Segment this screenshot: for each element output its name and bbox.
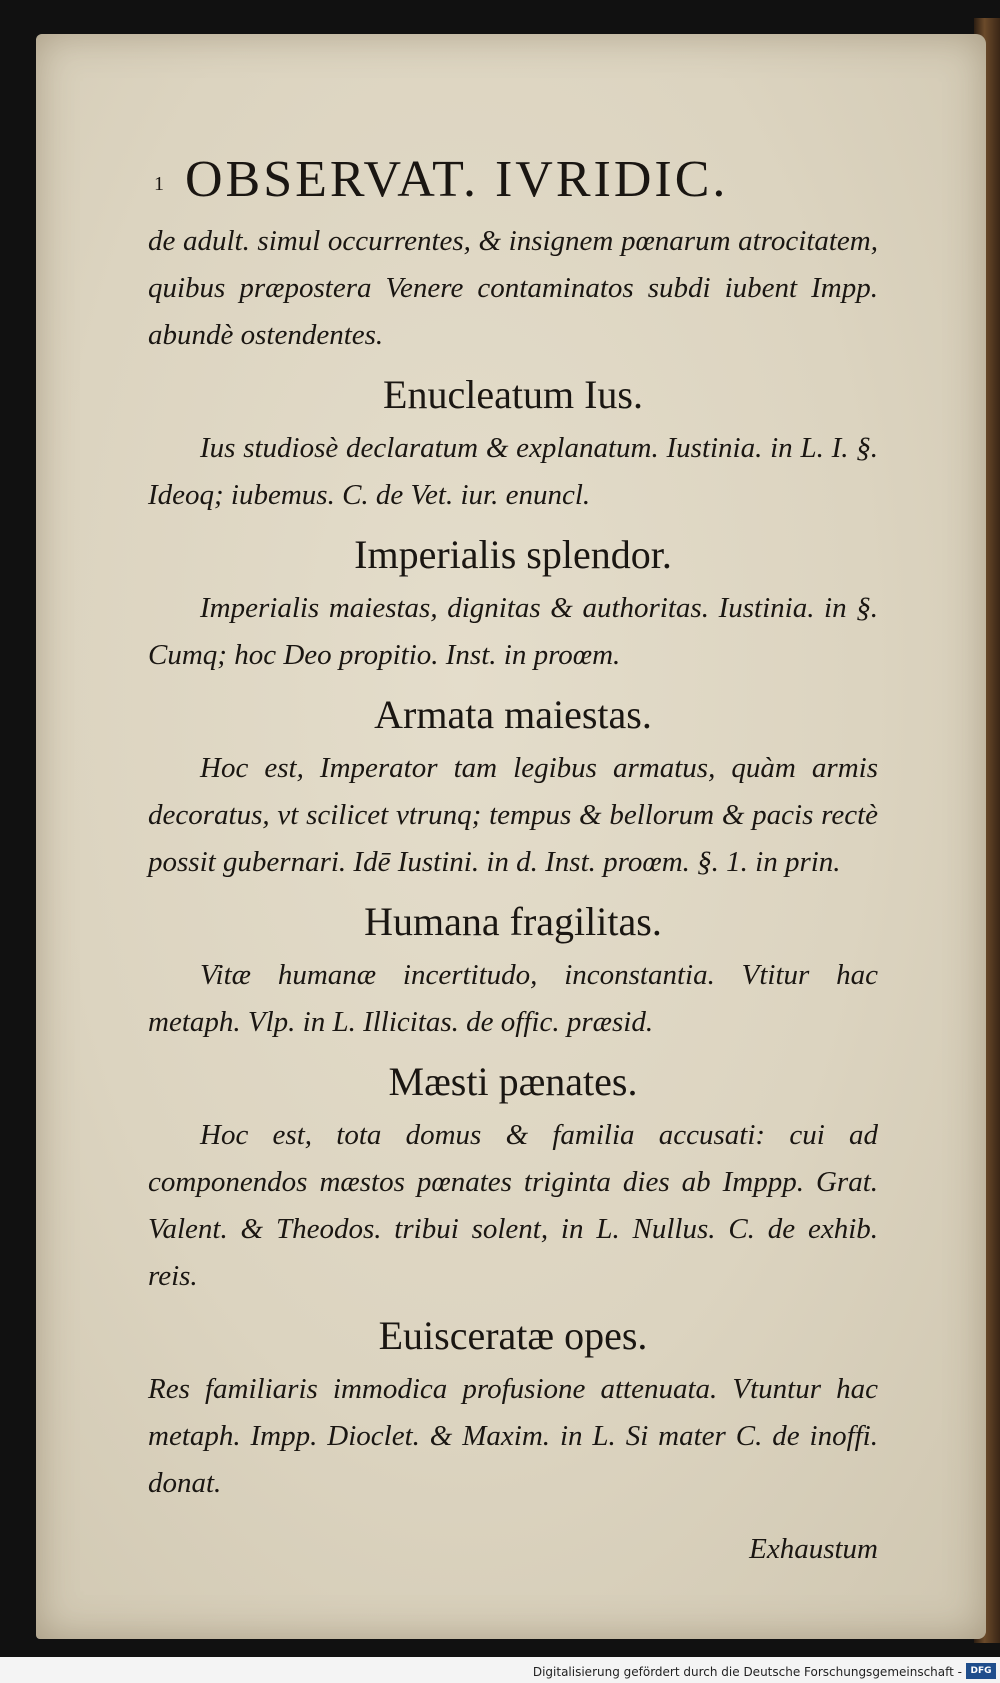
page-content [148, 150, 878, 1566]
header-mark: 1 [154, 173, 167, 196]
footer-credit: Digitalisierung gefördert durch die Deutsche Forschungsgemeinschaft - [532, 1665, 962, 1679]
entry [148, 892, 878, 1046]
entry-text: Ius studiosè declaratum & explanatum. Iustinia. in L. I. §. Ideoq; iubemus. C. de Vet. iur. enuncl. [148, 432, 878, 512]
entry-text: Res familiaris immodica profusione attenuata. Vtuntur hac metaph. Impp. Dioclet. & Maxim. in L. Si mater C. de inoffi. donat. [148, 1373, 878, 1500]
catchword: Exhaustum [749, 1533, 878, 1566]
lemma-heading: Armata maiestas. [374, 692, 652, 738]
lemma-heading: Imperialis splendor. [354, 532, 672, 578]
dfg-logo-icon: DFG [966, 1663, 996, 1679]
entry [148, 1052, 878, 1300]
intro-paragraph: de adult. simul occurrentes, & insignem pœnarum atrocitatem, quibus præpostera Venere contaminatos subdi iubent Impp. abundè ostendentes. [148, 225, 878, 352]
entry [148, 365, 878, 519]
entry [148, 685, 878, 886]
entry-text: Vitæ humanæ incertitudo, inconstantia. Vtitur hac metaph. Vlp. in L. Illicitas. de offic. præsid. [148, 959, 878, 1039]
lemma-heading: Enucleatum Ius. [383, 372, 643, 418]
running-header [154, 150, 878, 214]
footer-bar [0, 1657, 1000, 1683]
entry-text: Hoc est, tota domus & familia accusati: cui ad componendos mæstos pœnates triginta dies ab Imppp. Grat. Valent. & Theodos. tribui solent, in L. Nullus. C. de exhib. reis. [148, 1119, 878, 1293]
lemma-heading: Mæsti pænates. [388, 1059, 638, 1105]
entry [148, 1306, 878, 1507]
lemma-heading: Euisceratæ opes. [378, 1313, 648, 1359]
lemma-heading: Humana fragilitas. [364, 899, 662, 945]
entry-text: Imperialis maiestas, dignitas & authoritas. Iustinia. in §. Cumq; hoc Deo propitio. Inst. in proœm. [148, 592, 878, 672]
entry-text: Hoc est, Imperator tam legibus armatus, quàm armis decoratus, vt scilicet vtrunq; tempus & bellorum & pacis rectè possit gubernari. Idē Iustini. in d. Inst. proœm. §. 1. in prin. [148, 752, 878, 879]
entry [148, 525, 878, 679]
header-title: OBSERVAT. IVRIDIC. [185, 151, 729, 208]
